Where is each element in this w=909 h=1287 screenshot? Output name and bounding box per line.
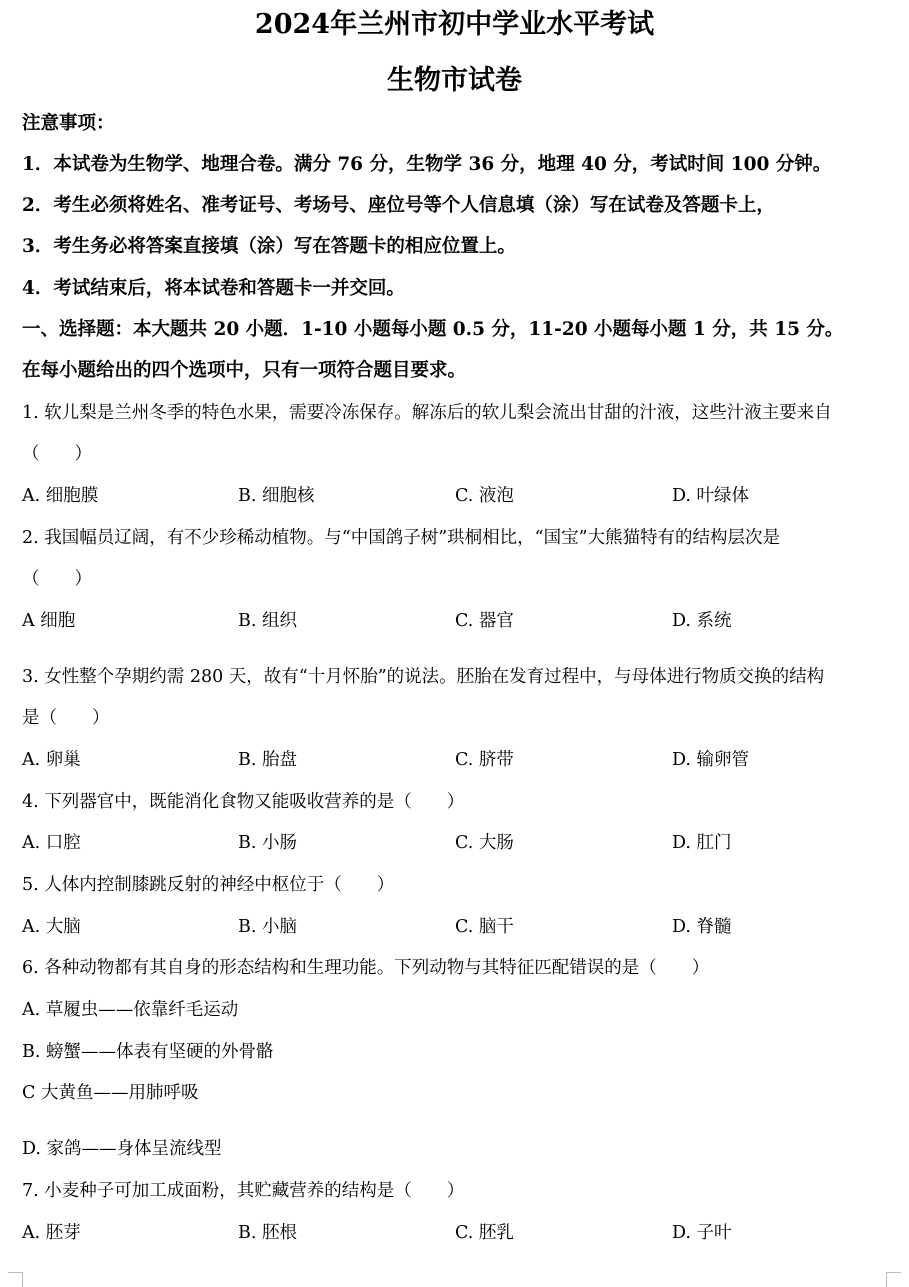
- question-2-option-d: D. 系统: [672, 611, 732, 631]
- section-instructions: 一、选择题：本大题共 20 小题．1-10 小题每小题 0.5 分，11-20 小题每小题 1 分，共 15 分。: [22, 319, 844, 340]
- notes-heading: 注意事项：: [22, 113, 115, 134]
- question-5-option-c: C. 脑干: [455, 917, 514, 937]
- question-5-option-d: D. 脊髓: [672, 917, 732, 937]
- question-7-option-d: D. 子叶: [672, 1223, 732, 1243]
- question-3-option-c: C. 脐带: [455, 750, 514, 770]
- question-2-option-b: B. 组织: [238, 611, 297, 631]
- question-5-option-b: B. 小脑: [238, 917, 297, 937]
- question-4-option-b: B. 小肠: [238, 833, 297, 853]
- question-4-stem: 4. 下列器官中，既能消化食物又能吸收营养的是（ ）: [22, 792, 465, 812]
- note-item-4: 4．考试结束后，将本试卷和答题卡一并交回。: [22, 278, 405, 299]
- question-7-option-a: A. 胚芽: [22, 1223, 81, 1243]
- question-1-option-a: A. 细胞膜: [22, 486, 99, 506]
- question-6-option-b: B. 螃蟹——体表有坚硬的外骨骼: [22, 1042, 274, 1062]
- question-7-option-c: C. 胚乳: [455, 1223, 514, 1243]
- question-1-stem: 1. 软儿梨是兰州冬季的特色水果，需要冷冻保存。解冻后的软儿梨会流出甘甜的汁液，这些汁液主要来自: [22, 403, 832, 423]
- exam-title: 2024年兰州市初中学业水平考试: [254, 9, 655, 40]
- exam-subtitle: 生物市试卷: [387, 65, 522, 96]
- question-2-option-c: C. 器官: [455, 611, 514, 631]
- note-item-3: 3．考生务必将答案直接填（涂）写在答题卡的相应位置上。: [22, 236, 516, 257]
- question-3-option-b: B. 胎盘: [238, 750, 297, 770]
- question-6-option-a: A. 草履虫——依靠纤毛运动: [22, 1000, 239, 1020]
- question-3-option-d: D. 输卵管: [672, 750, 750, 770]
- page-corner-mark-right: [886, 1272, 901, 1287]
- question-4-option-d: D. 肛门: [672, 833, 732, 853]
- question-2-stem: 2. 我国幅员辽阔，有不少珍稀动植物。与“中国鸽子树”珙桐相比，“国宝”大熊猫特有的结构层次是: [22, 528, 781, 548]
- question-2-option-a: A 细胞: [22, 611, 76, 631]
- page-corner-mark-left: [8, 1272, 23, 1287]
- note-item-2: 2．考生必须将姓名、准考证号、考场号、座位号等个人信息填（涂）写在试卷及答题卡上，: [22, 195, 775, 216]
- question-6-option-c: C 大黄鱼——用肺呼吸: [22, 1083, 199, 1103]
- question-1-option-c: C. 液泡: [455, 486, 514, 506]
- question-1-option-d: D. 叶绿体: [672, 486, 750, 506]
- question-6-option-d: D. 家鸽——身体呈流线型: [22, 1139, 222, 1159]
- question-1-option-b: B. 细胞核: [238, 486, 315, 506]
- note-item-1: 1．本试卷为生物学、地理合卷。满分 76 分，生物学 36 分，地理 40 分，考试时间 100 分钟。: [22, 154, 832, 175]
- question-7-stem: 7. 小麦种子可加工成面粉，其贮藏营养的结构是（ ）: [22, 1181, 465, 1201]
- question-4-option-c: C. 大肠: [455, 833, 514, 853]
- question-3-option-a: A. 卵巢: [22, 750, 81, 770]
- question-4-option-a: A. 口腔: [22, 833, 81, 853]
- question-2-blank: （ ）: [22, 569, 92, 589]
- question-5-stem: 5. 人体内控制膝跳反射的神经中枢位于（ ）: [22, 875, 395, 895]
- question-7-option-b: B. 胚根: [238, 1223, 297, 1243]
- question-3-stem: 3. 女性整个孕期约需 280 天，故有“十月怀胎”的说法。胚胎在发育过程中，与母体进行物质交换的结构: [22, 667, 825, 687]
- question-6-stem: 6. 各种动物都有其自身的形态结构和生理功能。下列动物与其特征匹配错误的是（ ）: [22, 958, 710, 978]
- question-5-option-a: A. 大脑: [22, 917, 81, 937]
- question-3-blank: 是（ ）: [22, 708, 110, 728]
- question-1-blank: （ ）: [22, 444, 92, 464]
- section-instructions-cont: 在每小题给出的四个选项中，只有一项符合题目要求。: [22, 360, 467, 381]
